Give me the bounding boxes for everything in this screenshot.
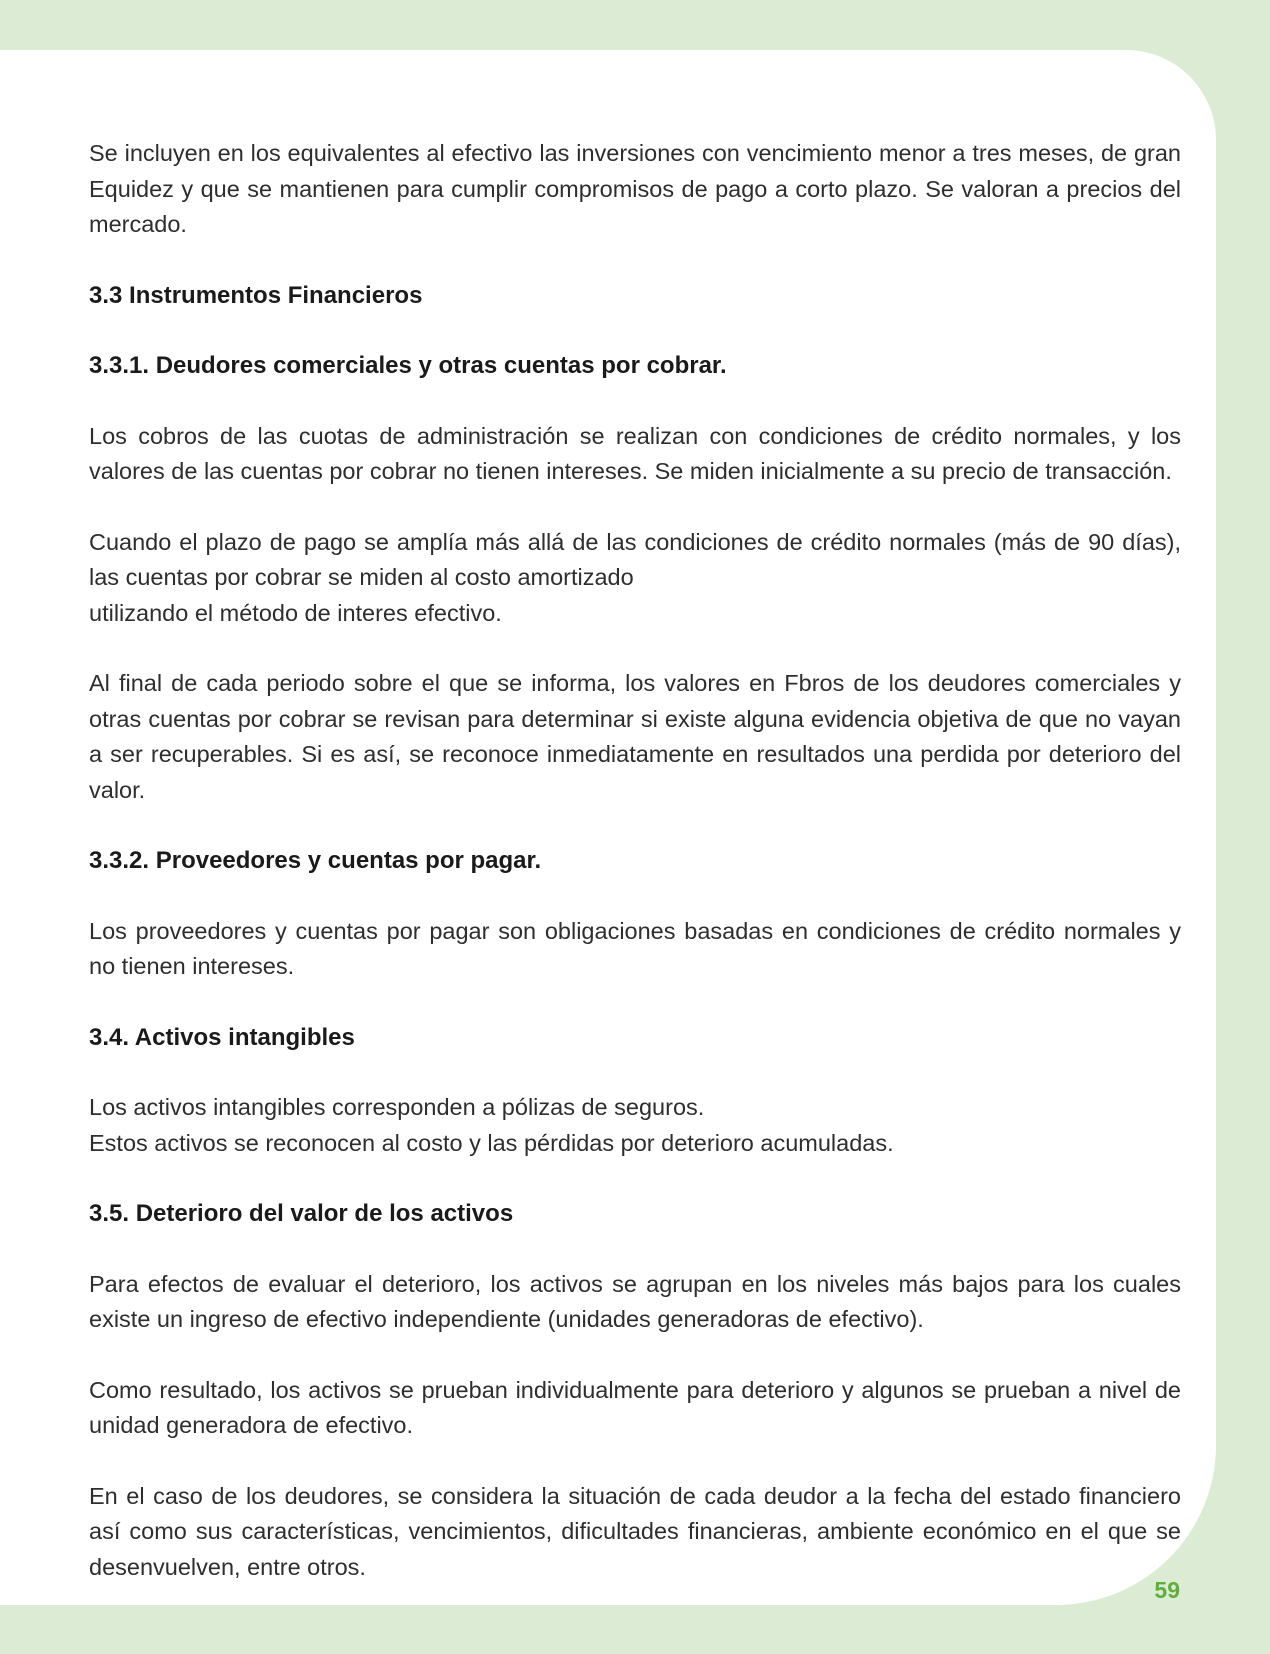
paragraph-plazo-line-1: Cuando el plazo de pago se amplía más allá de las condiciones de crédito normales (más de 90 días), las cuentas por cobrar se miden al costo amortizado [89,528,1181,590]
heading-instrumentos-financieros: 3.3 Instrumentos Financieros [89,281,423,309]
paragraph-plazo-line-2: utilizando el método de interes efectivo. [89,599,502,626]
heading-proveedores: 3.3.2. Proveedores y cuentas por pagar. [89,847,542,874]
paragraph-intangibles-line-2: Estos activos se reconocen al costo y las pérdidas por deterioro acumuladas. [89,1129,894,1156]
paragraph-proveedores: Los proveedores y cuentas por pagar son obligaciones basadas en condiciones de crédito normales y no tienen intereses. [89,917,1181,979]
paragraph-equivalents: Se incluyen en los equivalentes al efectivo las inversiones con vencimiento menor a tres meses, de gran Equidez y que se mantienen para cumplir compromisos de pago a corto plazo. Se valoran a precios del mercado. [89,140,1181,237]
paragraph-intangibles [89,1090,1181,1161]
document-body [89,136,1181,1585]
paragraph-intangibles-line-1: Los activos intangibles corresponden a pólizas de seguros. [89,1094,705,1120]
page-card [0,50,1216,1605]
paragraph-final-periodo: Al final de cada periodo sobre el que se informa, los valores en Fbros de los deudores comerciales y otras cuentas por cobrar se revisan para determinar si existe alguna evidencia objetiva de que no vayan a ser recuperables. Si es así, se reconoce inmediatamente en resultados una perdida por deterioro del valor. [89,670,1181,803]
paragraph-deudores: En el caso de los deudores, se considera la situación de cada deudor a la fecha del estado financiero así como sus características, vencimientos, dificultades financieras, ambiente económico en el que se desenvuelven, entre otros. [89,1482,1181,1580]
page-number: 59 [1154,1577,1180,1603]
paragraph-plazo [89,525,1181,632]
paragraph-resultado: Como resultado, los activos se prueban individualmente para deterioro y algunos se prueban a nivel de unidad generadora de efectivo. [89,1376,1181,1438]
heading-activos-intangibles: 3.4. Activos intangibles [89,1023,355,1051]
paragraph-cobros: Los cobros de las cuotas de administración se realizan con condiciones de crédito normales, y los valores de las cuentas por cobrar no tienen intereses. Se miden inicialmente a su precio de transacción. [89,422,1181,484]
heading-deterioro-activos: 3.5. Deterioro del valor de los activos [89,1200,514,1227]
paragraph-agrupan: Para efectos de evaluar el deterioro, los activos se agrupan en los niveles más bajos para los cuales existe un ingreso de efectivo independiente (unidades generadoras de efectivo). [89,1270,1181,1332]
heading-deudores-comerciales: 3.3.1. Deudores comerciales y otras cuentas por cobrar. [89,352,727,379]
